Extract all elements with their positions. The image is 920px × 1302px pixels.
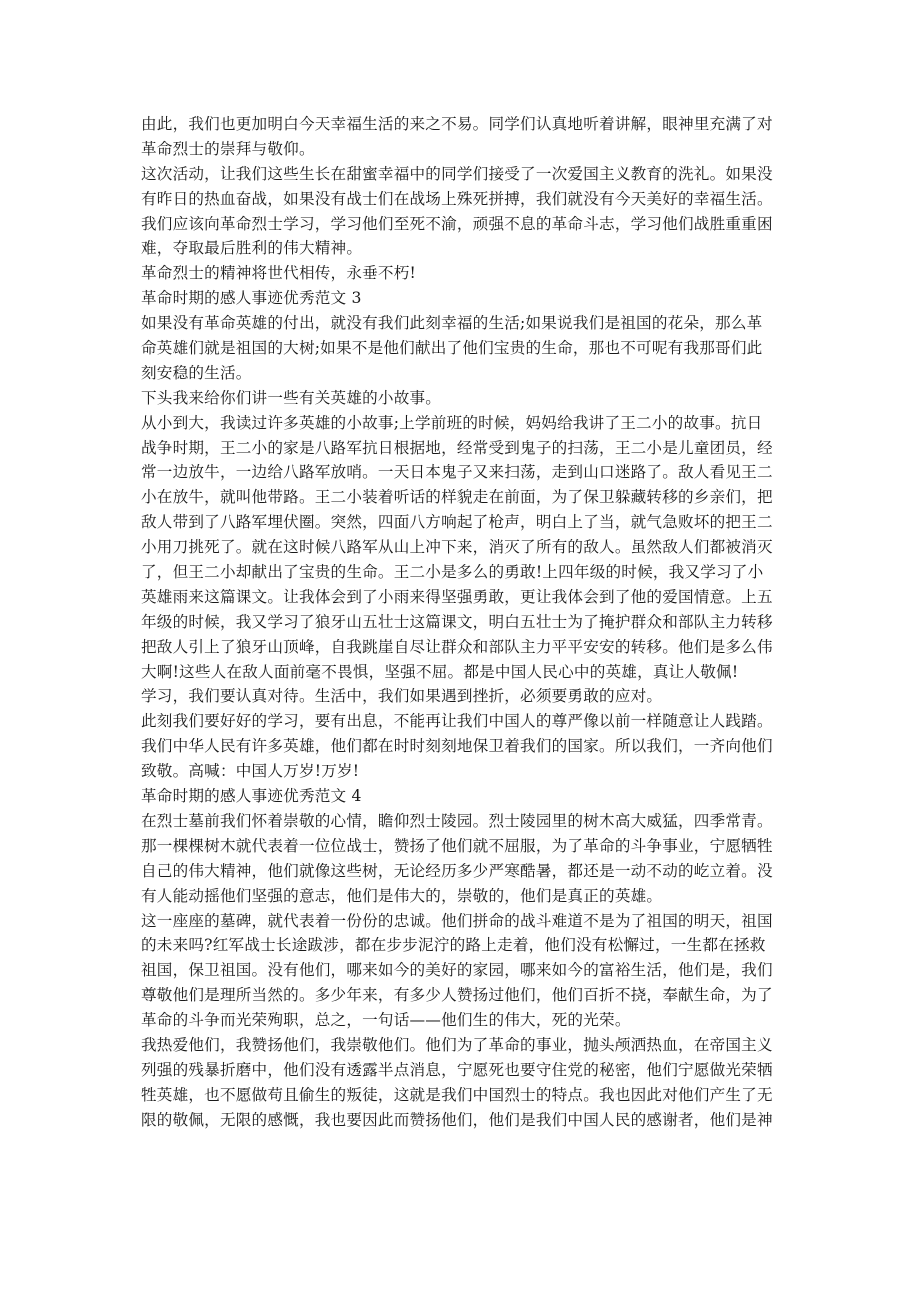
text-line: 革命烈士的崇拜与敬仰。 <box>141 139 315 158</box>
text-line: 把敌人引上了狼牙山顶峰，自我跳崖自尽让群众和部队主力平平安安的转移。他们是多么伟 <box>141 637 773 656</box>
text-line: 战争时期，王二小的家是八路军抗日根据地，经常受到鬼子的扫荡，王二小是儿童团员，经 <box>141 438 773 457</box>
section-heading-3: 革命时期的感人事迹优秀范文 3 <box>141 289 362 308</box>
text-line: 革命的斗争而光荣殉职，总之，一句话——他们生的伟大，死的光荣。 <box>141 1011 631 1030</box>
text-line: 命英雄们就是祖国的大树;如果不是他们献出了他们宝贵的生命，那也不可呢有我那哥们此 <box>141 339 763 358</box>
text-line: 小用刀挑死了。就在这时候八路军从山上冲下来，消灭了所有的敌人。虽然敌人们都被消灭 <box>141 538 773 557</box>
text-line: 限的敬佩，无限的感慨，我也要因此而赞扬他们，他们是我们中国人民的感谢者，他们是神 <box>141 1110 773 1129</box>
text-line: 刻安稳的生活。 <box>141 363 252 382</box>
text-line: 此刻我们要好好的学习，要有出息，不能再让我们中国人的尊严像以前一样随意让人践踏。 <box>141 712 773 731</box>
section-heading-4: 革命时期的感人事迹优秀范文 4 <box>141 787 362 806</box>
text-line: 我们中华人民有许多英雄，他们都在时时刻刻地保卫着我们的国家。所以我们，一齐向他们 <box>141 737 773 756</box>
text-line: 学习，我们要认真对待。生活中，我们如果遇到挫折，必须要勇敢的应对。 <box>141 687 663 706</box>
text-line: 致敬。高喊：中国人万岁!万岁! <box>141 762 360 781</box>
text-line: 大啊!这些人在敌人面前毫不畏惧，坚强不屈。都是中国人民心中的英雄，真让人敬佩! <box>141 662 739 681</box>
text-line: 那一棵棵树木就代表着一位位战士，赞扬了他们就不屈服，为了革命的斗争事业，宁愿牺牲 <box>141 836 773 855</box>
text-line: 下头我来给你们讲一些有关英雄的小故事。 <box>141 388 442 407</box>
text-line: 由此，我们也更加明白今天幸福生活的来之不易。同学们认真地听着讲解，眼神里充满了对 <box>141 115 773 133</box>
text-line: 列强的残暴折磨中，他们没有透露半点消息，宁愿死也要守住党的秘密，他们宁愿做光荣牺 <box>141 1060 773 1079</box>
text-line: 了，但王二小却献出了宝贵的生命。王二小是多么的勇敢!上四年级的时候，我又学习了小 <box>141 563 764 582</box>
text-line: 敌人带到了八路军埋伏圈。突然，四面八方响起了枪声，明白上了当，就气急败坏的把王二 <box>141 513 773 532</box>
text-line: 祖国，保卫祖国。没有他们，哪来如今的美好的家园，哪来如今的富裕生活，他们是，我们 <box>141 961 773 980</box>
text-line: 英雄雨来这篇课文。让我体会到了小雨来得坚强勇敢，更让我体会到了他的爱国情意。上五 <box>141 587 773 606</box>
text-line: 的未来吗?红军战士长途跋涉，都在步步泥泞的路上走着，他们没有松懈过，一生都在拯救 <box>141 936 766 955</box>
text-line: 牲英雄，也不愿做苟且偷生的叛徒，这就是我们中国烈士的特点。我也因此对他们产生了无 <box>141 1085 773 1104</box>
text-line: 有昨日的热血奋战，如果没有战士们在战场上殊死拼搏，我们就没有今天美好的幸福生活。 <box>141 189 773 208</box>
text-line: 常一边放牛，一边给八路军放哨。一天日本鬼子又来扫荡，走到山口迷路了。敌人看见王二 <box>141 463 773 482</box>
text-line: 自己的伟大精神，他们就像这些树，无论经历多少严寒酷暑，都还是一动不动的屹立着。没 <box>141 861 773 880</box>
text-line: 革命烈士的精神将世代相传，永垂不朽! <box>141 264 416 283</box>
text-line: 尊敬他们是理所当然的。多少年来，有多少人赞扬过他们，他们百折不挠，奉献生命，为了 <box>141 986 773 1005</box>
text-line: 我们应该向革命烈士学习，学习他们至死不渝，顽强不息的革命斗志，学习他们战胜重重困 <box>141 214 773 233</box>
text-line: 从小到大，我读过许多英雄的小故事;上学前班的时候，妈妈给我讲了王二小的故事。抗日 <box>141 413 763 432</box>
document-body <box>141 112 781 1133</box>
text-line: 年级的时候，我又学习了狼牙山五壮士这篇课文，明白五壮士为了掩护群众和部队主力转移 <box>141 612 773 631</box>
text-line: 这次活动，让我们这些生长在甜蜜幸福中的同学们接受了一次爱国主义教育的洗礼。如果没 <box>141 164 773 183</box>
text-line: 我热爱他们，我赞扬他们，我崇敬他们。他们为了革命的事业，抛头颅洒热血，在帝国主义 <box>141 1035 773 1054</box>
text-line: 在烈士墓前我们怀着崇敬的心情，瞻仰烈士陵园。烈士陵园里的树木高大威猛，四季常青。 <box>141 811 773 830</box>
text-line: 这一座座的墓碑，就代表着一份份的忠诚。他们拼命的战斗难道不是为了祖国的明天，祖国 <box>141 911 773 930</box>
text-line: 如果没有革命英雄的付出，就没有我们此刻幸福的生活;如果说我们是祖国的花朵，那么革 <box>141 314 763 333</box>
text-line: 有人能动摇他们坚强的意志，他们是伟大的，崇敬的，他们是真正的英雄。 <box>141 886 663 905</box>
text-line: 难，夺取最后胜利的伟大精神。 <box>141 239 363 258</box>
text-line: 小在放牛，就叫他带路。王二小装着听话的样貌走在前面，为了保卫躲藏转移的乡亲们，把 <box>141 488 773 507</box>
